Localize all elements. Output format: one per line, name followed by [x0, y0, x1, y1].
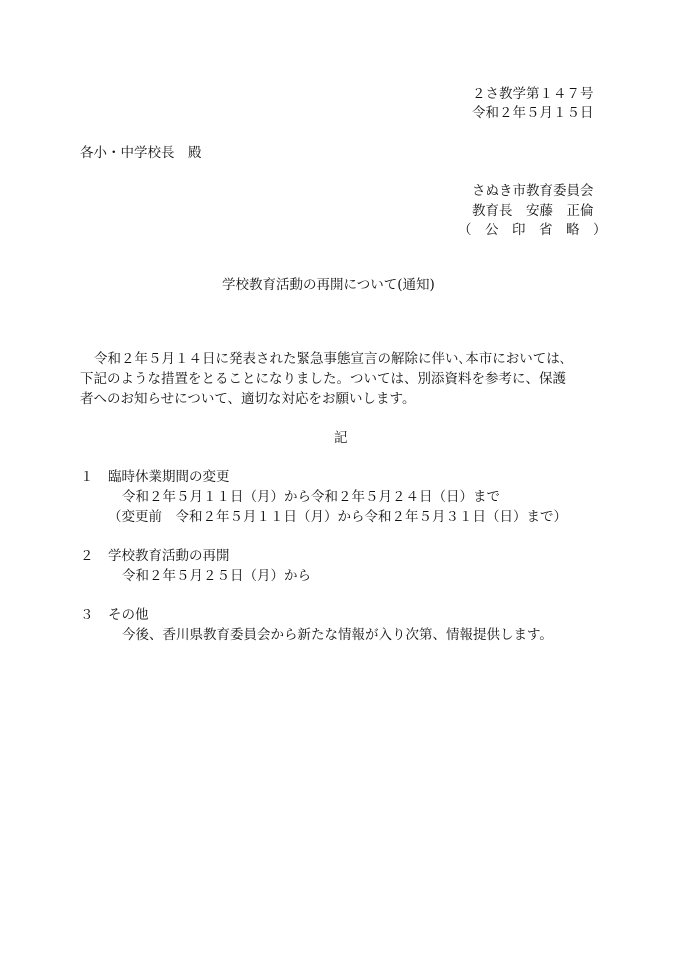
sender-organization: さぬき市教育委員会 — [472, 183, 594, 199]
item-2-number: ２ — [80, 548, 94, 564]
ki-heading: 記 — [334, 430, 348, 446]
item-1-heading: 臨時休業期間の変更 — [108, 469, 230, 485]
document-title: 学校教育活動の再開について(通知) — [222, 277, 435, 293]
item-3-line-1: 今後、香川県教育委員会から新たな情報が入り次第、情報提供します。 — [122, 627, 553, 643]
item-3-heading: その他 — [108, 607, 149, 623]
item-1-number: １ — [80, 469, 94, 485]
addressee: 各小・中学校長 殿 — [80, 145, 202, 161]
item-2-line-1: 令和２年５月２５日（月）から — [122, 568, 311, 584]
item-3-number: ３ — [80, 607, 94, 623]
seal-note: （ 公 印 省 略 ） — [458, 222, 607, 238]
document-number: ２さ教学第１４７号 — [472, 86, 594, 102]
item-1-line-1: 令和２年５月１１日（月）から令和２年５月２４日（日）まで — [122, 489, 500, 505]
item-1-line-2: （変更前 令和２年５月１１日（月）から令和２年５月３１日（日）まで） — [108, 509, 567, 525]
body-line-1: 令和２年５月１４日に発表された緊急事態宣言の解除に伴い､本市においては､ — [94, 351, 567, 367]
body-line-3: 者へのお知らせについて、適切な対応をお願いします。 — [80, 391, 416, 407]
document-date: 令和２年５月１５日 — [472, 105, 594, 121]
sender-person: 教育長 安藤 正倫 — [472, 203, 594, 219]
body-line-2: 下記のような措置をとることになりました。ついては、別添資料を参考に、保護 — [80, 371, 566, 387]
item-2-heading: 学校教育活動の再開 — [108, 548, 230, 564]
